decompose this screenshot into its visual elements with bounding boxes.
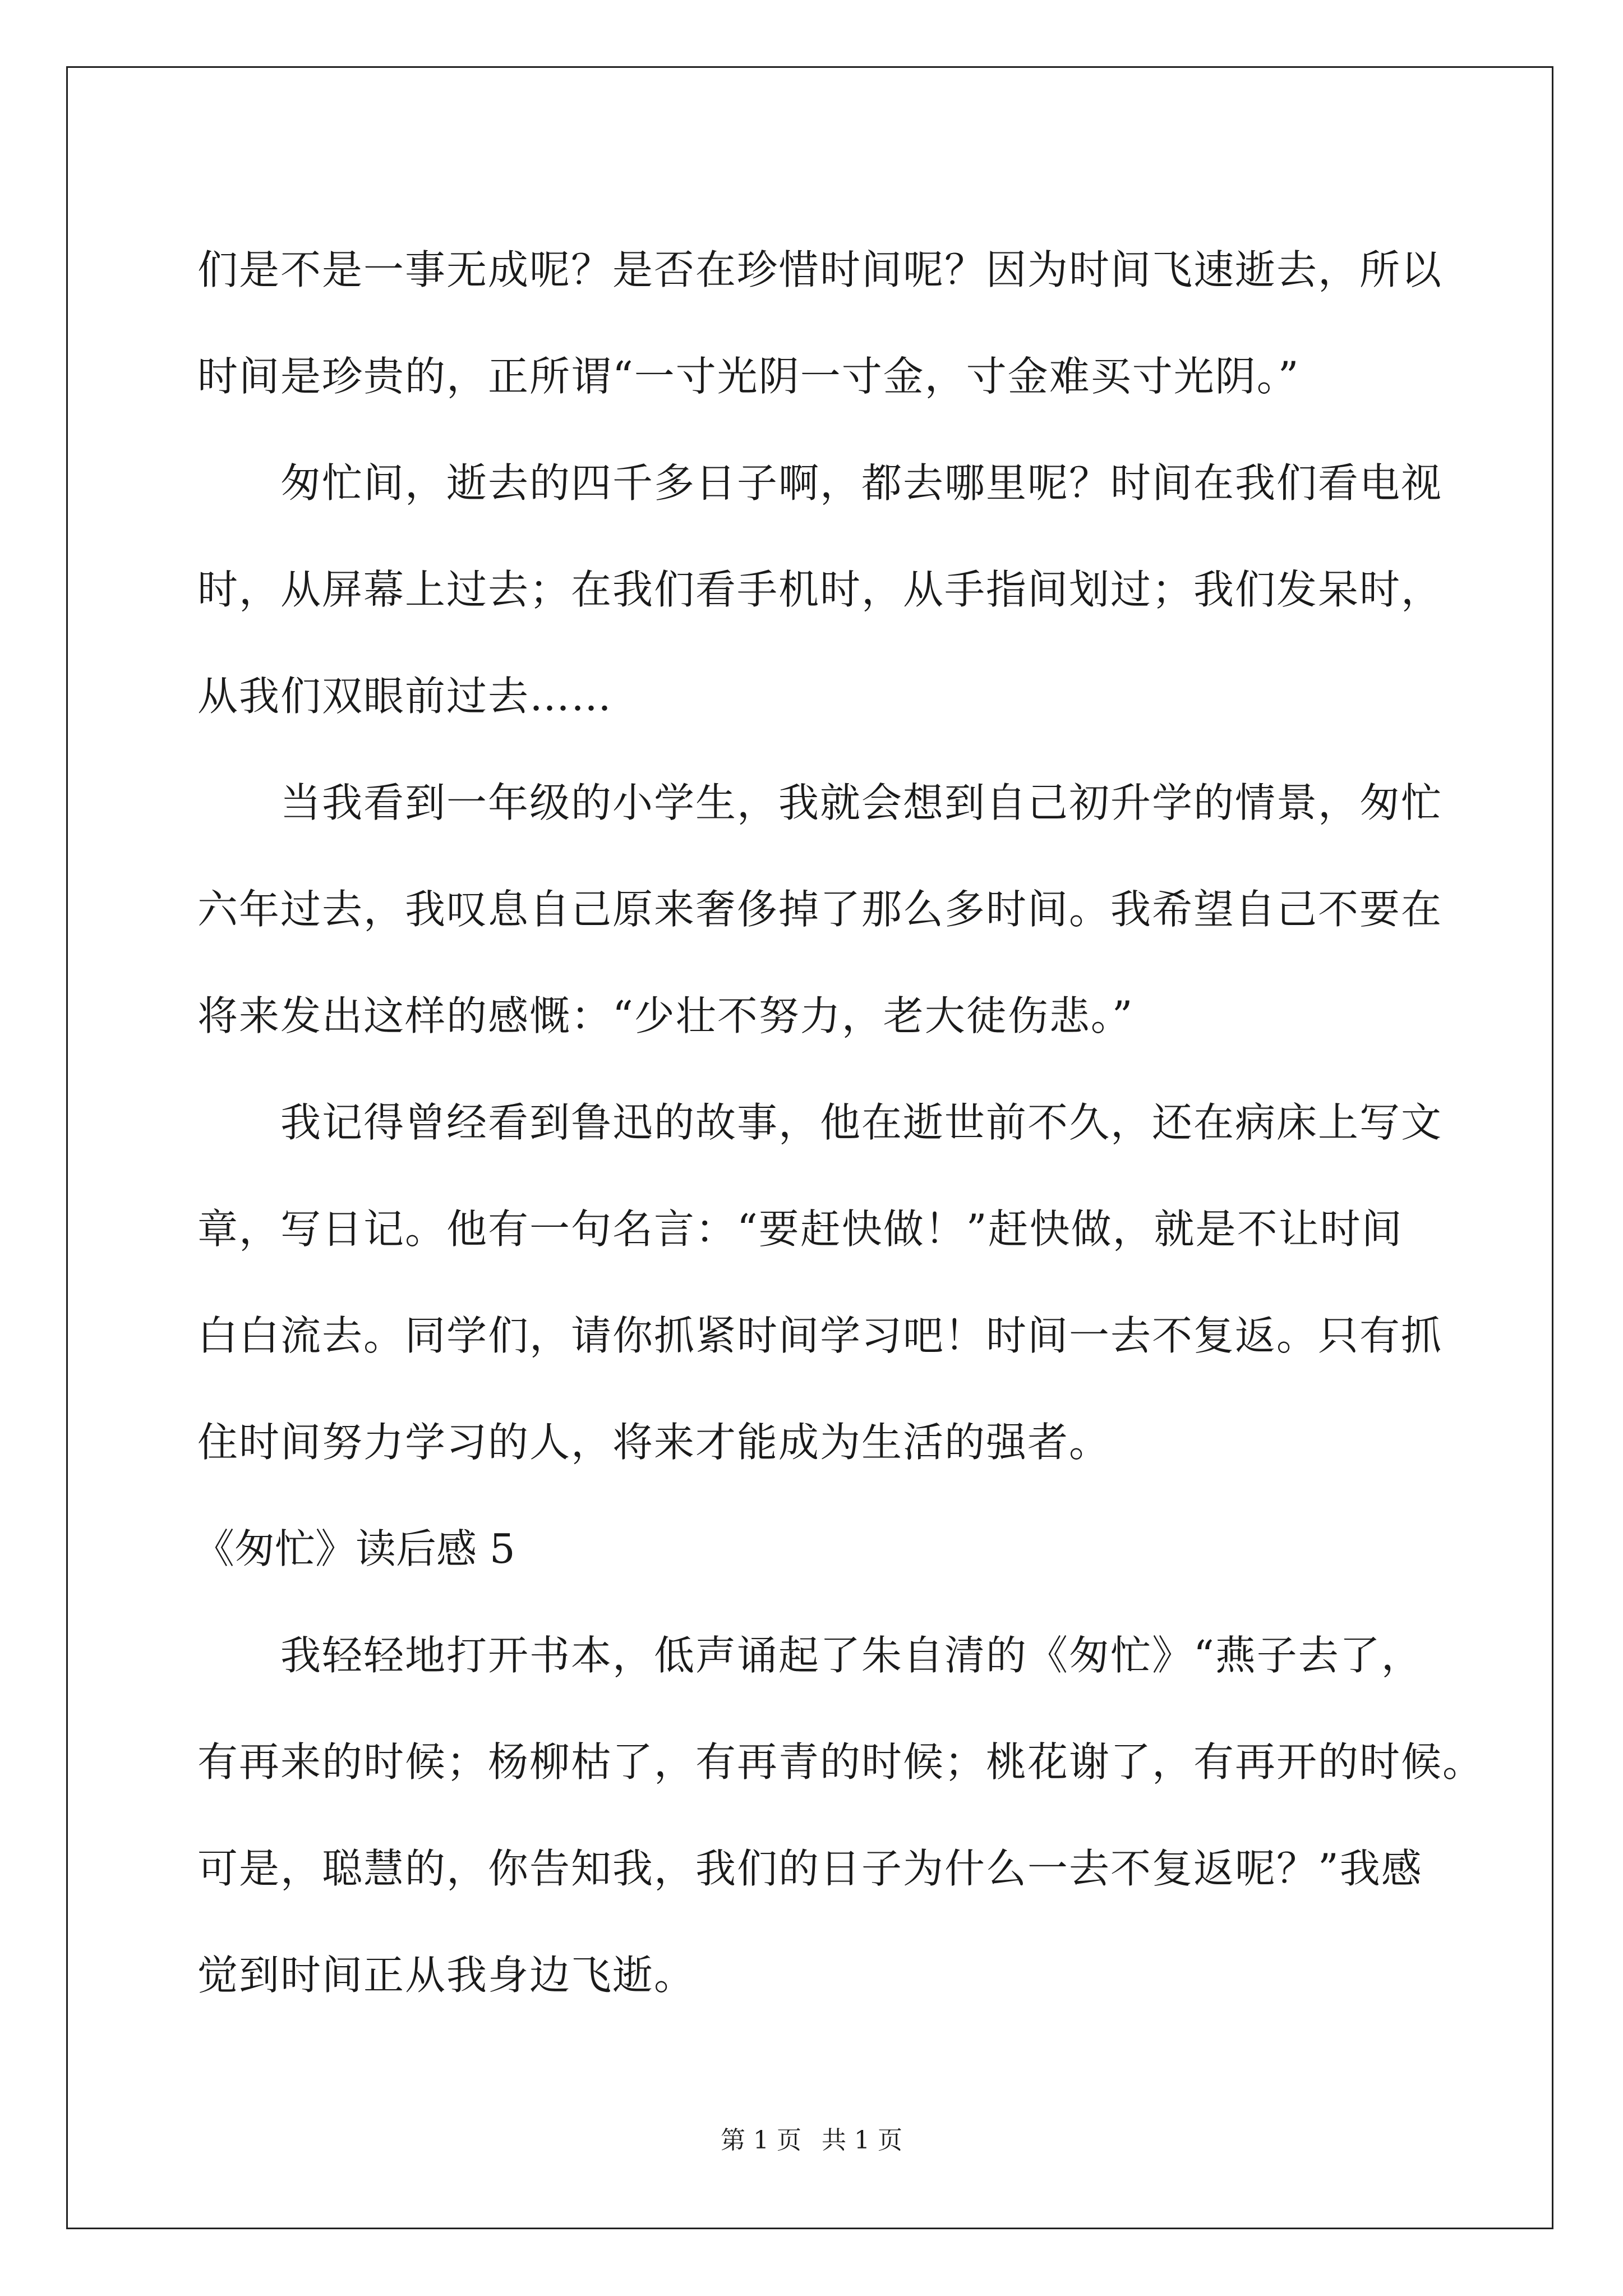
- page-total: 共 1 页: [822, 2126, 902, 2155]
- text-line: 将来发出这样的感慨：“少壮不努力，老大徒伤悲。”: [197, 992, 1134, 1039]
- text-line: 可是，聪慧的，你告知我，我们的日子为什么一去不复返呢？”我感: [197, 1845, 1423, 1892]
- page-number: 第 1 页: [721, 2126, 801, 2155]
- text-line: 们是不是一事无成呢？是否在珍惜时间呢？因为时间飞速逝去，所以: [197, 246, 1443, 293]
- page-footer: [0, 2124, 1623, 2157]
- text-line: 有再来的时候；杨柳枯了，有再青的时候；桃花谢了，有再开的时候。: [197, 1738, 1484, 1786]
- paragraph-first-line: 我轻轻地打开书本，低声诵起了朱自清的《匆忙》“燕子去了，: [280, 1632, 1423, 1679]
- text-line: 住时间努力学习的人，将来才能成为生活的强者。: [197, 1419, 1111, 1466]
- document-body: [194, 217, 1487, 2028]
- text-line: 时，从屏幕上过去；在我们看手机时，从手指间划过；我们发呆时，: [197, 566, 1443, 613]
- text-line: 觉到时间正从我身边飞逝。: [197, 1952, 696, 1999]
- section-heading: 《匆忙》读后感 5: [194, 1525, 515, 1572]
- text-line: 白白流去。同学们，请你抓紧时间学习吧！时间一去不复返。只有抓: [197, 1312, 1443, 1359]
- paragraph-first-line: 当我看到一年级的小学生，我就会想到自己初升学的情景，匆忙: [280, 779, 1443, 826]
- text-line: 章，写日记。他有一句名言：“要赶快做！”赶快做，就是不让时间: [197, 1205, 1403, 1253]
- paragraph-first-line: 我记得曾经看到鲁迅的故事，他在逝世前不久，还在病床上写文: [280, 1099, 1443, 1146]
- text-line: 从我们双眼前过去……: [197, 673, 613, 720]
- paragraph-first-line: 匆忙间，逝去的四千多日子啊，都去哪里呢？时间在我们看电视: [280, 459, 1443, 507]
- text-line: 六年过去，我叹息自己原来奢侈掉了那么多时间。我希望自己不要在: [197, 886, 1443, 933]
- text-line: 时间是珍贵的，正所谓“一寸光阴一寸金，寸金难买寸光阴。”: [197, 353, 1300, 400]
